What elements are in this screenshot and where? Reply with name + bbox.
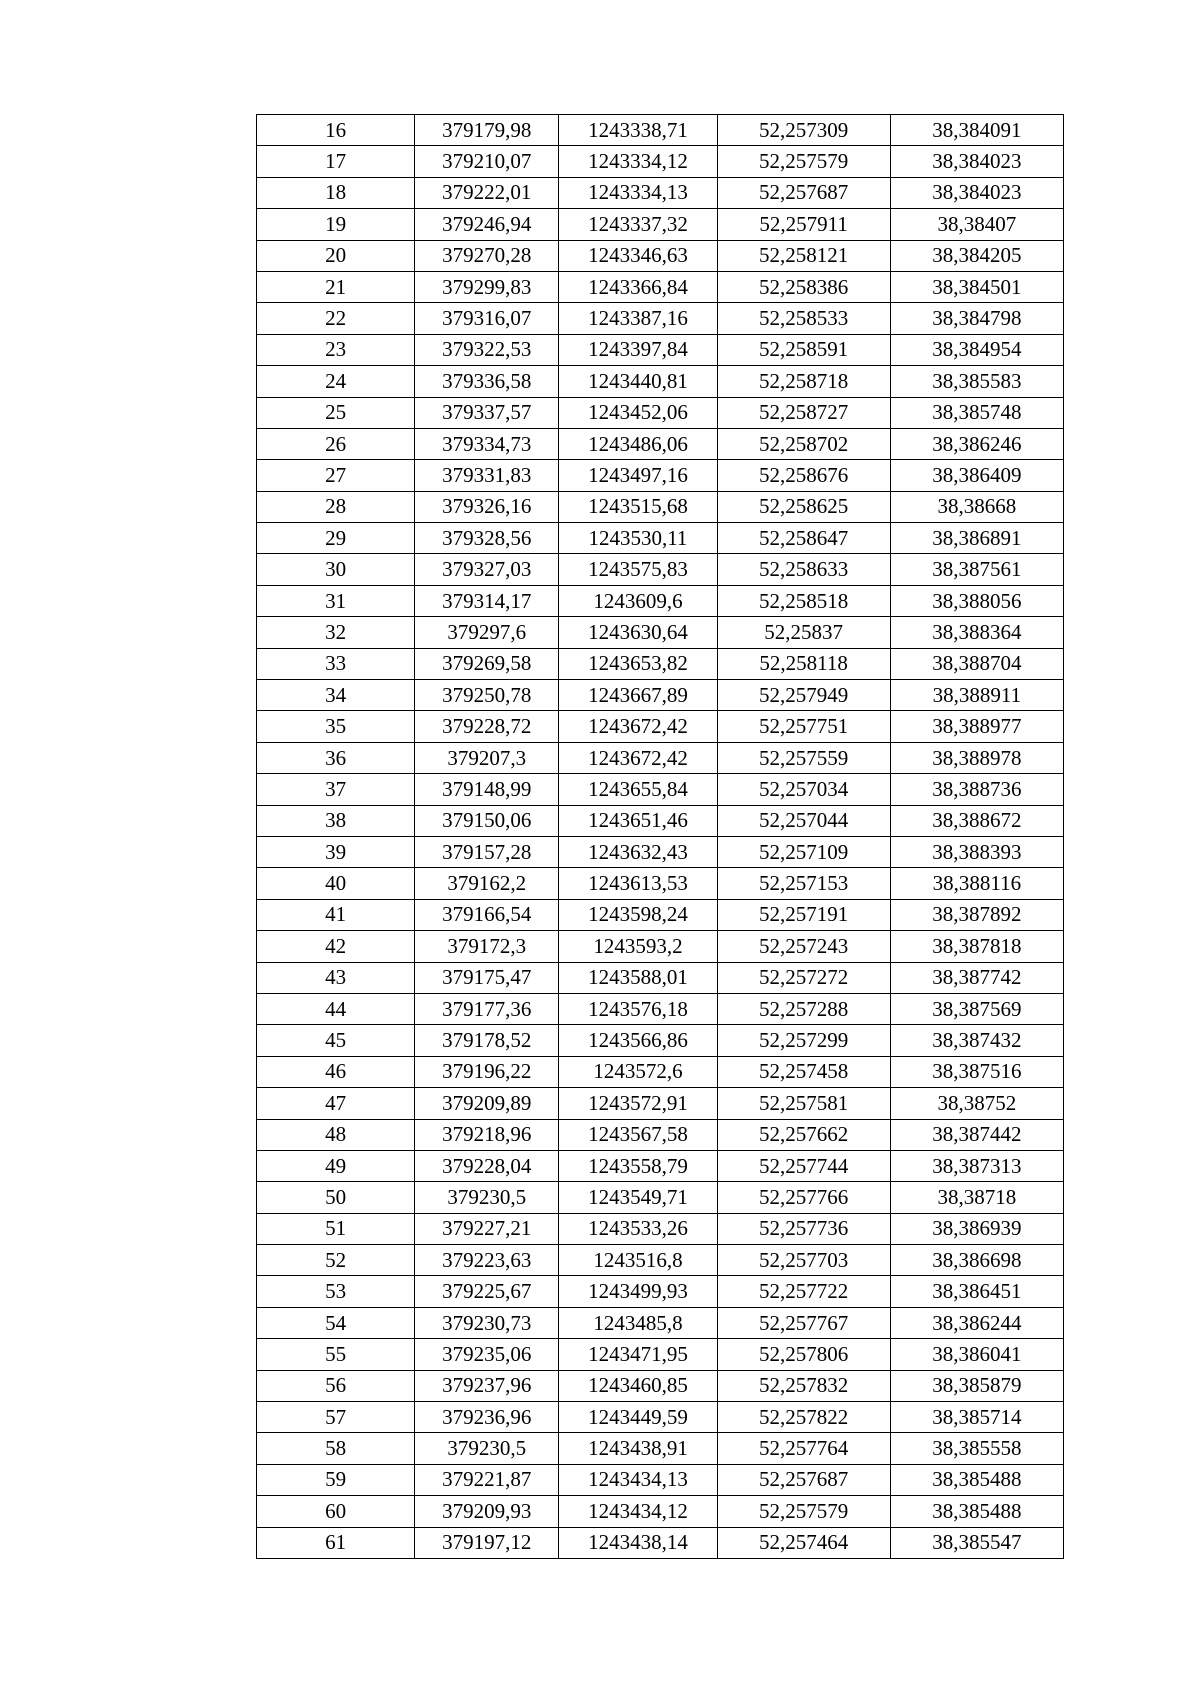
latitude-cell: 52,257243 bbox=[717, 931, 890, 962]
longitude-cell: 38,384205 bbox=[890, 240, 1063, 271]
x-coordinate-cell: 379179,98 bbox=[415, 115, 559, 146]
y-coordinate-cell: 1243588,01 bbox=[559, 962, 717, 993]
latitude-cell: 52,257579 bbox=[717, 1496, 890, 1527]
x-coordinate-cell: 379328,56 bbox=[415, 523, 559, 554]
table-row bbox=[257, 1088, 1064, 1119]
y-coordinate-cell: 1243549,71 bbox=[559, 1182, 717, 1213]
latitude-cell: 52,257034 bbox=[717, 774, 890, 805]
table-row bbox=[257, 1527, 1064, 1558]
point-number-cell: 47 bbox=[257, 1088, 415, 1119]
y-coordinate-cell: 1243486,06 bbox=[559, 428, 717, 459]
x-coordinate-cell: 379222,01 bbox=[415, 177, 559, 208]
point-number-cell: 44 bbox=[257, 993, 415, 1024]
longitude-cell: 38,387892 bbox=[890, 899, 1063, 930]
y-coordinate-cell: 1243440,81 bbox=[559, 366, 717, 397]
x-coordinate-cell: 379269,58 bbox=[415, 648, 559, 679]
longitude-cell: 38,385583 bbox=[890, 366, 1063, 397]
y-coordinate-cell: 1243346,63 bbox=[559, 240, 717, 271]
longitude-cell: 38,387818 bbox=[890, 931, 1063, 962]
table-row bbox=[257, 1402, 1064, 1433]
longitude-cell: 38,387569 bbox=[890, 993, 1063, 1024]
longitude-cell: 38,384501 bbox=[890, 271, 1063, 302]
point-number-cell: 24 bbox=[257, 366, 415, 397]
latitude-cell: 52,257822 bbox=[717, 1402, 890, 1433]
x-coordinate-cell: 379314,17 bbox=[415, 585, 559, 616]
table-row bbox=[257, 1150, 1064, 1181]
latitude-cell: 52,258676 bbox=[717, 460, 890, 491]
latitude-cell: 52,258533 bbox=[717, 303, 890, 334]
latitude-cell: 52,258591 bbox=[717, 334, 890, 365]
table-row bbox=[257, 1433, 1064, 1464]
point-number-cell: 37 bbox=[257, 774, 415, 805]
latitude-cell: 52,257744 bbox=[717, 1150, 890, 1181]
point-number-cell: 35 bbox=[257, 711, 415, 742]
latitude-cell: 52,257764 bbox=[717, 1433, 890, 1464]
point-number-cell: 25 bbox=[257, 397, 415, 428]
point-number-cell: 50 bbox=[257, 1182, 415, 1213]
latitude-cell: 52,257949 bbox=[717, 680, 890, 711]
y-coordinate-cell: 1243438,14 bbox=[559, 1527, 717, 1558]
x-coordinate-cell: 379157,28 bbox=[415, 836, 559, 867]
latitude-cell: 52,257766 bbox=[717, 1182, 890, 1213]
latitude-cell: 52,257911 bbox=[717, 209, 890, 240]
y-coordinate-cell: 1243630,64 bbox=[559, 617, 717, 648]
table-row bbox=[257, 334, 1064, 365]
latitude-cell: 52,258718 bbox=[717, 366, 890, 397]
longitude-cell: 38,388364 bbox=[890, 617, 1063, 648]
longitude-cell: 38,384798 bbox=[890, 303, 1063, 334]
longitude-cell: 38,388056 bbox=[890, 585, 1063, 616]
latitude-cell: 52,25837 bbox=[717, 617, 890, 648]
y-coordinate-cell: 1243572,6 bbox=[559, 1056, 717, 1087]
longitude-cell: 38,385488 bbox=[890, 1496, 1063, 1527]
x-coordinate-cell: 379235,06 bbox=[415, 1339, 559, 1370]
table-row bbox=[257, 1213, 1064, 1244]
latitude-cell: 52,257464 bbox=[717, 1527, 890, 1558]
point-number-cell: 20 bbox=[257, 240, 415, 271]
x-coordinate-cell: 379228,04 bbox=[415, 1150, 559, 1181]
point-number-cell: 22 bbox=[257, 303, 415, 334]
table-row bbox=[257, 931, 1064, 962]
longitude-cell: 38,387432 bbox=[890, 1025, 1063, 1056]
longitude-cell: 38,385558 bbox=[890, 1433, 1063, 1464]
y-coordinate-cell: 1243566,86 bbox=[559, 1025, 717, 1056]
x-coordinate-cell: 379223,63 bbox=[415, 1245, 559, 1276]
latitude-cell: 52,257736 bbox=[717, 1213, 890, 1244]
latitude-cell: 52,257579 bbox=[717, 146, 890, 177]
table-row bbox=[257, 1496, 1064, 1527]
table-row bbox=[257, 1056, 1064, 1087]
table-row bbox=[257, 1464, 1064, 1495]
x-coordinate-cell: 379299,83 bbox=[415, 271, 559, 302]
longitude-cell: 38,384023 bbox=[890, 177, 1063, 208]
point-number-cell: 60 bbox=[257, 1496, 415, 1527]
longitude-cell: 38,385748 bbox=[890, 397, 1063, 428]
y-coordinate-cell: 1243449,59 bbox=[559, 1402, 717, 1433]
longitude-cell: 38,387742 bbox=[890, 962, 1063, 993]
point-number-cell: 26 bbox=[257, 428, 415, 459]
point-number-cell: 43 bbox=[257, 962, 415, 993]
coordinates-table bbox=[256, 114, 1064, 1559]
x-coordinate-cell: 379218,96 bbox=[415, 1119, 559, 1150]
longitude-cell: 38,386244 bbox=[890, 1307, 1063, 1338]
y-coordinate-cell: 1243434,13 bbox=[559, 1464, 717, 1495]
y-coordinate-cell: 1243632,43 bbox=[559, 836, 717, 867]
table-row bbox=[257, 774, 1064, 805]
latitude-cell: 52,257767 bbox=[717, 1307, 890, 1338]
point-number-cell: 32 bbox=[257, 617, 415, 648]
table-row bbox=[257, 554, 1064, 585]
x-coordinate-cell: 379225,67 bbox=[415, 1276, 559, 1307]
table-row bbox=[257, 962, 1064, 993]
longitude-cell: 38,388116 bbox=[890, 868, 1063, 899]
longitude-cell: 38,385714 bbox=[890, 1402, 1063, 1433]
y-coordinate-cell: 1243499,93 bbox=[559, 1276, 717, 1307]
longitude-cell: 38,387313 bbox=[890, 1150, 1063, 1181]
y-coordinate-cell: 1243672,42 bbox=[559, 711, 717, 742]
x-coordinate-cell: 379336,58 bbox=[415, 366, 559, 397]
table-row bbox=[257, 993, 1064, 1024]
point-number-cell: 41 bbox=[257, 899, 415, 930]
y-coordinate-cell: 1243338,71 bbox=[559, 115, 717, 146]
table-row bbox=[257, 397, 1064, 428]
longitude-cell: 38,388911 bbox=[890, 680, 1063, 711]
latitude-cell: 52,257751 bbox=[717, 711, 890, 742]
y-coordinate-cell: 1243471,95 bbox=[559, 1339, 717, 1370]
table-row bbox=[257, 1182, 1064, 1213]
table-row bbox=[257, 836, 1064, 867]
point-number-cell: 21 bbox=[257, 271, 415, 302]
y-coordinate-cell: 1243530,11 bbox=[559, 523, 717, 554]
point-number-cell: 48 bbox=[257, 1119, 415, 1150]
y-coordinate-cell: 1243337,32 bbox=[559, 209, 717, 240]
x-coordinate-cell: 379337,57 bbox=[415, 397, 559, 428]
point-number-cell: 61 bbox=[257, 1527, 415, 1558]
point-number-cell: 58 bbox=[257, 1433, 415, 1464]
point-number-cell: 34 bbox=[257, 680, 415, 711]
longitude-cell: 38,388978 bbox=[890, 742, 1063, 773]
latitude-cell: 52,258118 bbox=[717, 648, 890, 679]
x-coordinate-cell: 379322,53 bbox=[415, 334, 559, 365]
table-row bbox=[257, 1119, 1064, 1150]
table-row bbox=[257, 146, 1064, 177]
table-row bbox=[257, 115, 1064, 146]
longitude-cell: 38,388393 bbox=[890, 836, 1063, 867]
x-coordinate-cell: 379221,87 bbox=[415, 1464, 559, 1495]
y-coordinate-cell: 1243460,85 bbox=[559, 1370, 717, 1401]
latitude-cell: 52,258702 bbox=[717, 428, 890, 459]
longitude-cell: 38,387561 bbox=[890, 554, 1063, 585]
table-row bbox=[257, 711, 1064, 742]
table-row bbox=[257, 680, 1064, 711]
point-number-cell: 28 bbox=[257, 491, 415, 522]
y-coordinate-cell: 1243438,91 bbox=[559, 1433, 717, 1464]
latitude-cell: 52,257722 bbox=[717, 1276, 890, 1307]
table-row bbox=[257, 177, 1064, 208]
y-coordinate-cell: 1243655,84 bbox=[559, 774, 717, 805]
latitude-cell: 52,257191 bbox=[717, 899, 890, 930]
table-row bbox=[257, 1307, 1064, 1338]
x-coordinate-cell: 379326,16 bbox=[415, 491, 559, 522]
y-coordinate-cell: 1243334,13 bbox=[559, 177, 717, 208]
x-coordinate-cell: 379150,06 bbox=[415, 805, 559, 836]
table-row bbox=[257, 868, 1064, 899]
point-number-cell: 49 bbox=[257, 1150, 415, 1181]
longitude-cell: 38,38752 bbox=[890, 1088, 1063, 1119]
point-number-cell: 18 bbox=[257, 177, 415, 208]
y-coordinate-cell: 1243533,26 bbox=[559, 1213, 717, 1244]
point-number-cell: 31 bbox=[257, 585, 415, 616]
y-coordinate-cell: 1243609,6 bbox=[559, 585, 717, 616]
x-coordinate-cell: 379209,89 bbox=[415, 1088, 559, 1119]
point-number-cell: 45 bbox=[257, 1025, 415, 1056]
point-number-cell: 52 bbox=[257, 1245, 415, 1276]
x-coordinate-cell: 379237,96 bbox=[415, 1370, 559, 1401]
point-number-cell: 23 bbox=[257, 334, 415, 365]
x-coordinate-cell: 379172,3 bbox=[415, 931, 559, 962]
x-coordinate-cell: 379207,3 bbox=[415, 742, 559, 773]
longitude-cell: 38,384023 bbox=[890, 146, 1063, 177]
point-number-cell: 39 bbox=[257, 836, 415, 867]
latitude-cell: 52,257309 bbox=[717, 115, 890, 146]
y-coordinate-cell: 1243434,12 bbox=[559, 1496, 717, 1527]
x-coordinate-cell: 379148,99 bbox=[415, 774, 559, 805]
table-row bbox=[257, 240, 1064, 271]
longitude-cell: 38,384954 bbox=[890, 334, 1063, 365]
y-coordinate-cell: 1243653,82 bbox=[559, 648, 717, 679]
latitude-cell: 52,257299 bbox=[717, 1025, 890, 1056]
latitude-cell: 52,257687 bbox=[717, 1464, 890, 1495]
point-number-cell: 53 bbox=[257, 1276, 415, 1307]
point-number-cell: 56 bbox=[257, 1370, 415, 1401]
table-row bbox=[257, 523, 1064, 554]
x-coordinate-cell: 379246,94 bbox=[415, 209, 559, 240]
latitude-cell: 52,257109 bbox=[717, 836, 890, 867]
latitude-cell: 52,257703 bbox=[717, 1245, 890, 1276]
longitude-cell: 38,386041 bbox=[890, 1339, 1063, 1370]
x-coordinate-cell: 379230,5 bbox=[415, 1433, 559, 1464]
x-coordinate-cell: 379178,52 bbox=[415, 1025, 559, 1056]
point-number-cell: 19 bbox=[257, 209, 415, 240]
point-number-cell: 59 bbox=[257, 1464, 415, 1495]
table-row bbox=[257, 303, 1064, 334]
y-coordinate-cell: 1243613,53 bbox=[559, 868, 717, 899]
latitude-cell: 52,257662 bbox=[717, 1119, 890, 1150]
x-coordinate-cell: 379197,12 bbox=[415, 1527, 559, 1558]
latitude-cell: 52,258647 bbox=[717, 523, 890, 554]
y-coordinate-cell: 1243598,24 bbox=[559, 899, 717, 930]
latitude-cell: 52,257288 bbox=[717, 993, 890, 1024]
longitude-cell: 38,386939 bbox=[890, 1213, 1063, 1244]
longitude-cell: 38,386451 bbox=[890, 1276, 1063, 1307]
longitude-cell: 38,388736 bbox=[890, 774, 1063, 805]
latitude-cell: 52,257153 bbox=[717, 868, 890, 899]
table-row bbox=[257, 1025, 1064, 1056]
latitude-cell: 52,257581 bbox=[717, 1088, 890, 1119]
latitude-cell: 52,257559 bbox=[717, 742, 890, 773]
table-row bbox=[257, 1245, 1064, 1276]
y-coordinate-cell: 1243515,68 bbox=[559, 491, 717, 522]
table-row bbox=[257, 585, 1064, 616]
longitude-cell: 38,386409 bbox=[890, 460, 1063, 491]
longitude-cell: 38,388977 bbox=[890, 711, 1063, 742]
point-number-cell: 57 bbox=[257, 1402, 415, 1433]
point-number-cell: 51 bbox=[257, 1213, 415, 1244]
x-coordinate-cell: 379209,93 bbox=[415, 1496, 559, 1527]
x-coordinate-cell: 379334,73 bbox=[415, 428, 559, 459]
latitude-cell: 52,258727 bbox=[717, 397, 890, 428]
longitude-cell: 38,387442 bbox=[890, 1119, 1063, 1150]
longitude-cell: 38,385488 bbox=[890, 1464, 1063, 1495]
latitude-cell: 52,258386 bbox=[717, 271, 890, 302]
point-number-cell: 46 bbox=[257, 1056, 415, 1087]
table-row bbox=[257, 209, 1064, 240]
x-coordinate-cell: 379196,22 bbox=[415, 1056, 559, 1087]
longitude-cell: 38,388704 bbox=[890, 648, 1063, 679]
point-number-cell: 40 bbox=[257, 868, 415, 899]
latitude-cell: 52,258625 bbox=[717, 491, 890, 522]
longitude-cell: 38,385547 bbox=[890, 1527, 1063, 1558]
y-coordinate-cell: 1243567,58 bbox=[559, 1119, 717, 1150]
latitude-cell: 52,257832 bbox=[717, 1370, 890, 1401]
point-number-cell: 27 bbox=[257, 460, 415, 491]
latitude-cell: 52,257806 bbox=[717, 1339, 890, 1370]
x-coordinate-cell: 379327,03 bbox=[415, 554, 559, 585]
y-coordinate-cell: 1243366,84 bbox=[559, 271, 717, 302]
point-number-cell: 29 bbox=[257, 523, 415, 554]
y-coordinate-cell: 1243667,89 bbox=[559, 680, 717, 711]
y-coordinate-cell: 1243452,06 bbox=[559, 397, 717, 428]
table-row bbox=[257, 899, 1064, 930]
coordinates-table-body bbox=[257, 115, 1064, 1559]
latitude-cell: 52,257044 bbox=[717, 805, 890, 836]
table-row bbox=[257, 617, 1064, 648]
y-coordinate-cell: 1243516,8 bbox=[559, 1245, 717, 1276]
table-row bbox=[257, 428, 1064, 459]
x-coordinate-cell: 379316,07 bbox=[415, 303, 559, 334]
y-coordinate-cell: 1243593,2 bbox=[559, 931, 717, 962]
longitude-cell: 38,386891 bbox=[890, 523, 1063, 554]
y-coordinate-cell: 1243485,8 bbox=[559, 1307, 717, 1338]
latitude-cell: 52,257458 bbox=[717, 1056, 890, 1087]
x-coordinate-cell: 379297,6 bbox=[415, 617, 559, 648]
longitude-cell: 38,384091 bbox=[890, 115, 1063, 146]
point-number-cell: 55 bbox=[257, 1339, 415, 1370]
latitude-cell: 52,258633 bbox=[717, 554, 890, 585]
table-row bbox=[257, 491, 1064, 522]
table-row bbox=[257, 1370, 1064, 1401]
y-coordinate-cell: 1243575,83 bbox=[559, 554, 717, 585]
point-number-cell: 36 bbox=[257, 742, 415, 773]
latitude-cell: 52,258121 bbox=[717, 240, 890, 271]
longitude-cell: 38,38668 bbox=[890, 491, 1063, 522]
table-row bbox=[257, 460, 1064, 491]
longitude-cell: 38,387516 bbox=[890, 1056, 1063, 1087]
table-row bbox=[257, 648, 1064, 679]
longitude-cell: 38,386246 bbox=[890, 428, 1063, 459]
point-number-cell: 54 bbox=[257, 1307, 415, 1338]
table-row bbox=[257, 1276, 1064, 1307]
point-number-cell: 30 bbox=[257, 554, 415, 585]
x-coordinate-cell: 379166,54 bbox=[415, 899, 559, 930]
x-coordinate-cell: 379230,73 bbox=[415, 1307, 559, 1338]
point-number-cell: 38 bbox=[257, 805, 415, 836]
point-number-cell: 42 bbox=[257, 931, 415, 962]
x-coordinate-cell: 379175,47 bbox=[415, 962, 559, 993]
longitude-cell: 38,38718 bbox=[890, 1182, 1063, 1213]
y-coordinate-cell: 1243397,84 bbox=[559, 334, 717, 365]
x-coordinate-cell: 379210,07 bbox=[415, 146, 559, 177]
latitude-cell: 52,257687 bbox=[717, 177, 890, 208]
x-coordinate-cell: 379177,36 bbox=[415, 993, 559, 1024]
table-row bbox=[257, 805, 1064, 836]
y-coordinate-cell: 1243672,42 bbox=[559, 742, 717, 773]
x-coordinate-cell: 379228,72 bbox=[415, 711, 559, 742]
y-coordinate-cell: 1243576,18 bbox=[559, 993, 717, 1024]
latitude-cell: 52,258518 bbox=[717, 585, 890, 616]
y-coordinate-cell: 1243497,16 bbox=[559, 460, 717, 491]
table-row bbox=[257, 271, 1064, 302]
x-coordinate-cell: 379230,5 bbox=[415, 1182, 559, 1213]
y-coordinate-cell: 1243387,16 bbox=[559, 303, 717, 334]
y-coordinate-cell: 1243651,46 bbox=[559, 805, 717, 836]
point-number-cell: 17 bbox=[257, 146, 415, 177]
longitude-cell: 38,385879 bbox=[890, 1370, 1063, 1401]
y-coordinate-cell: 1243334,12 bbox=[559, 146, 717, 177]
longitude-cell: 38,38407 bbox=[890, 209, 1063, 240]
table-row bbox=[257, 1339, 1064, 1370]
x-coordinate-cell: 379331,83 bbox=[415, 460, 559, 491]
point-number-cell: 33 bbox=[257, 648, 415, 679]
y-coordinate-cell: 1243558,79 bbox=[559, 1150, 717, 1181]
table-row bbox=[257, 742, 1064, 773]
x-coordinate-cell: 379162,2 bbox=[415, 868, 559, 899]
x-coordinate-cell: 379227,21 bbox=[415, 1213, 559, 1244]
longitude-cell: 38,388672 bbox=[890, 805, 1063, 836]
y-coordinate-cell: 1243572,91 bbox=[559, 1088, 717, 1119]
longitude-cell: 38,386698 bbox=[890, 1245, 1063, 1276]
point-number-cell: 16 bbox=[257, 115, 415, 146]
x-coordinate-cell: 379250,78 bbox=[415, 680, 559, 711]
table-row bbox=[257, 366, 1064, 397]
x-coordinate-cell: 379270,28 bbox=[415, 240, 559, 271]
x-coordinate-cell: 379236,96 bbox=[415, 1402, 559, 1433]
latitude-cell: 52,257272 bbox=[717, 962, 890, 993]
